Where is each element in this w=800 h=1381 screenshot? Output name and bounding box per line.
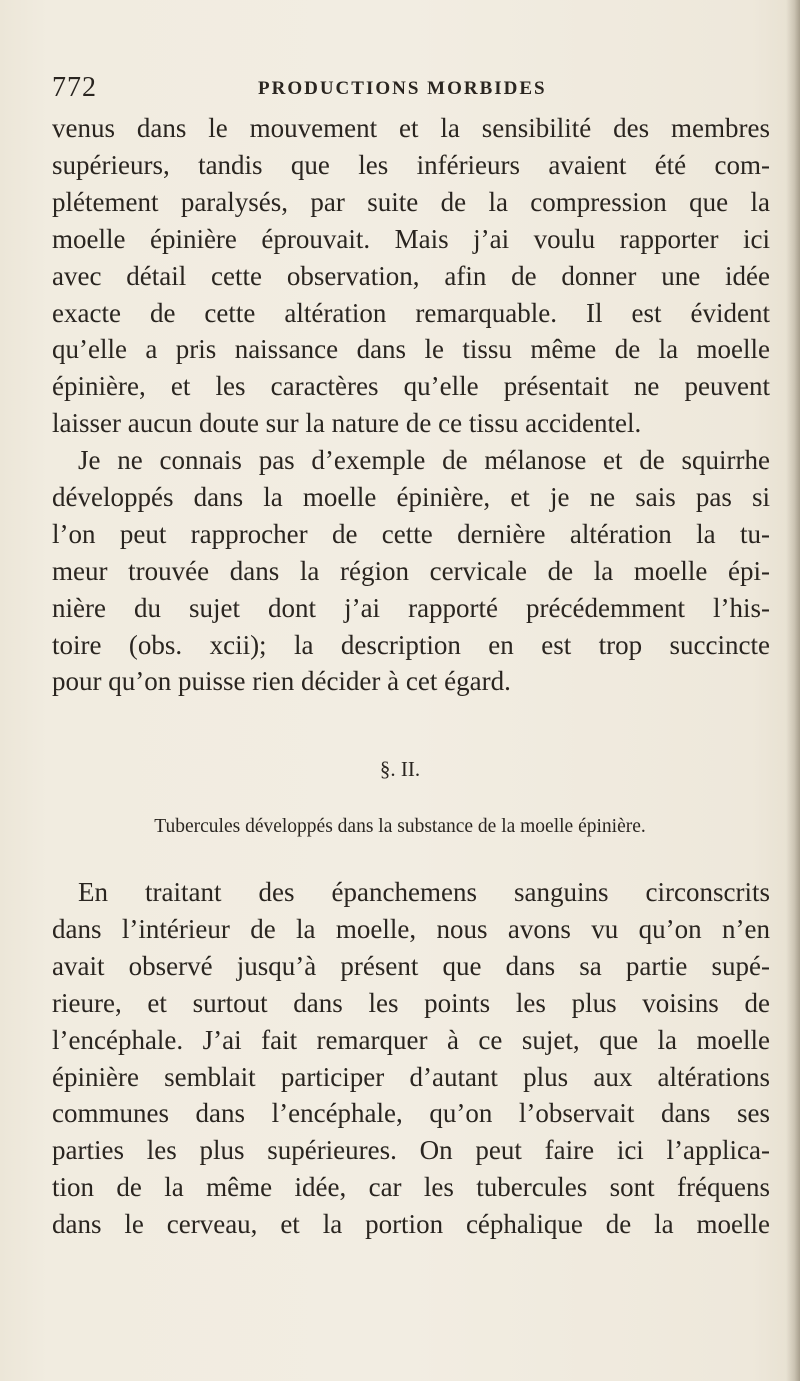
text-line: toire (obs. xcii); la description en est trop succincte bbox=[52, 629, 770, 660]
page-header bbox=[52, 72, 752, 108]
text-line: tion de la même idée, car les tubercules sont fréquens bbox=[52, 1172, 770, 1203]
text-line: Je ne connais pas d’exemple de mélanose et de squirrhe bbox=[78, 445, 770, 475]
paragraph-2 bbox=[52, 442, 770, 700]
text-line: communes dans l’encéphale, qu’on l’observait dans ses bbox=[52, 1098, 770, 1129]
text-line: exacte de cette altération remarquable. Il est évident bbox=[52, 297, 770, 328]
text-line: qu’elle a pris naissance dans le tissu même de la moelle bbox=[52, 334, 770, 365]
text-line: l’encéphale. J’ai fait remarquer à ce sujet, que la moelle bbox=[52, 1024, 770, 1055]
text-line: moelle épinière éprouvait. Mais j’ai voulu rapporter ici bbox=[52, 223, 770, 254]
text-line: l’on peut rapprocher de cette dernière altération la tu- bbox=[52, 518, 770, 549]
text-line: venus dans le mouvement et la sensibilité des membres bbox=[52, 113, 770, 143]
text-line: épinière, et les caractères qu’elle présentait ne peuvent bbox=[52, 371, 770, 402]
text-line: avait observé jusqu’à présent que dans sa partie supé- bbox=[52, 950, 770, 981]
text-line: pour qu’on puisse rien décider à cet égard. bbox=[52, 666, 511, 697]
text-line: dans le cerveau, et la portion céphalique de la moelle bbox=[52, 1209, 770, 1240]
section-number: §. II. bbox=[379, 757, 421, 781]
text-line: épinière semblait participer d’autant plus aux altérations bbox=[52, 1061, 770, 1092]
text-line: développés dans la moelle épinière, et je ne sais pas si bbox=[52, 481, 770, 512]
text-line: parties les plus supérieures. On peut faire ici l’applica- bbox=[52, 1135, 770, 1166]
paragraph-1 bbox=[52, 110, 770, 442]
text-line: rieure, et surtout dans les points les plus voisins de bbox=[52, 987, 770, 1018]
text-line: nière du sujet dont j’ai rapporté précédemment l’his- bbox=[52, 592, 770, 623]
text-line: laisser aucun doute sur la nature de ce tissu accidentel. bbox=[52, 408, 642, 439]
page-number: 772 bbox=[52, 72, 97, 103]
text-line: En traitant des épanchemens sanguins circonscrits bbox=[78, 877, 770, 907]
paragraph-3 bbox=[52, 874, 770, 1243]
text-line: dans l’intérieur de la moelle, nous avons vu qu’on n’en bbox=[52, 913, 770, 944]
page-edge-shadow bbox=[786, 0, 800, 1381]
text-line: meur trouvée dans la région cervicale de la moelle épi- bbox=[52, 555, 770, 586]
text-line: supérieurs, tandis que les inférieurs avaient été com- bbox=[52, 149, 770, 180]
running-title: PRODUCTIONS MORBIDES bbox=[258, 78, 547, 99]
text-line: plétement paralysés, par suite de la compression que la bbox=[52, 186, 770, 217]
text-line: avec détail cette observation, afin de donner une idée bbox=[52, 260, 770, 291]
section-title: Tubercules développés dans la substance de la moelle épinière. bbox=[154, 816, 646, 837]
